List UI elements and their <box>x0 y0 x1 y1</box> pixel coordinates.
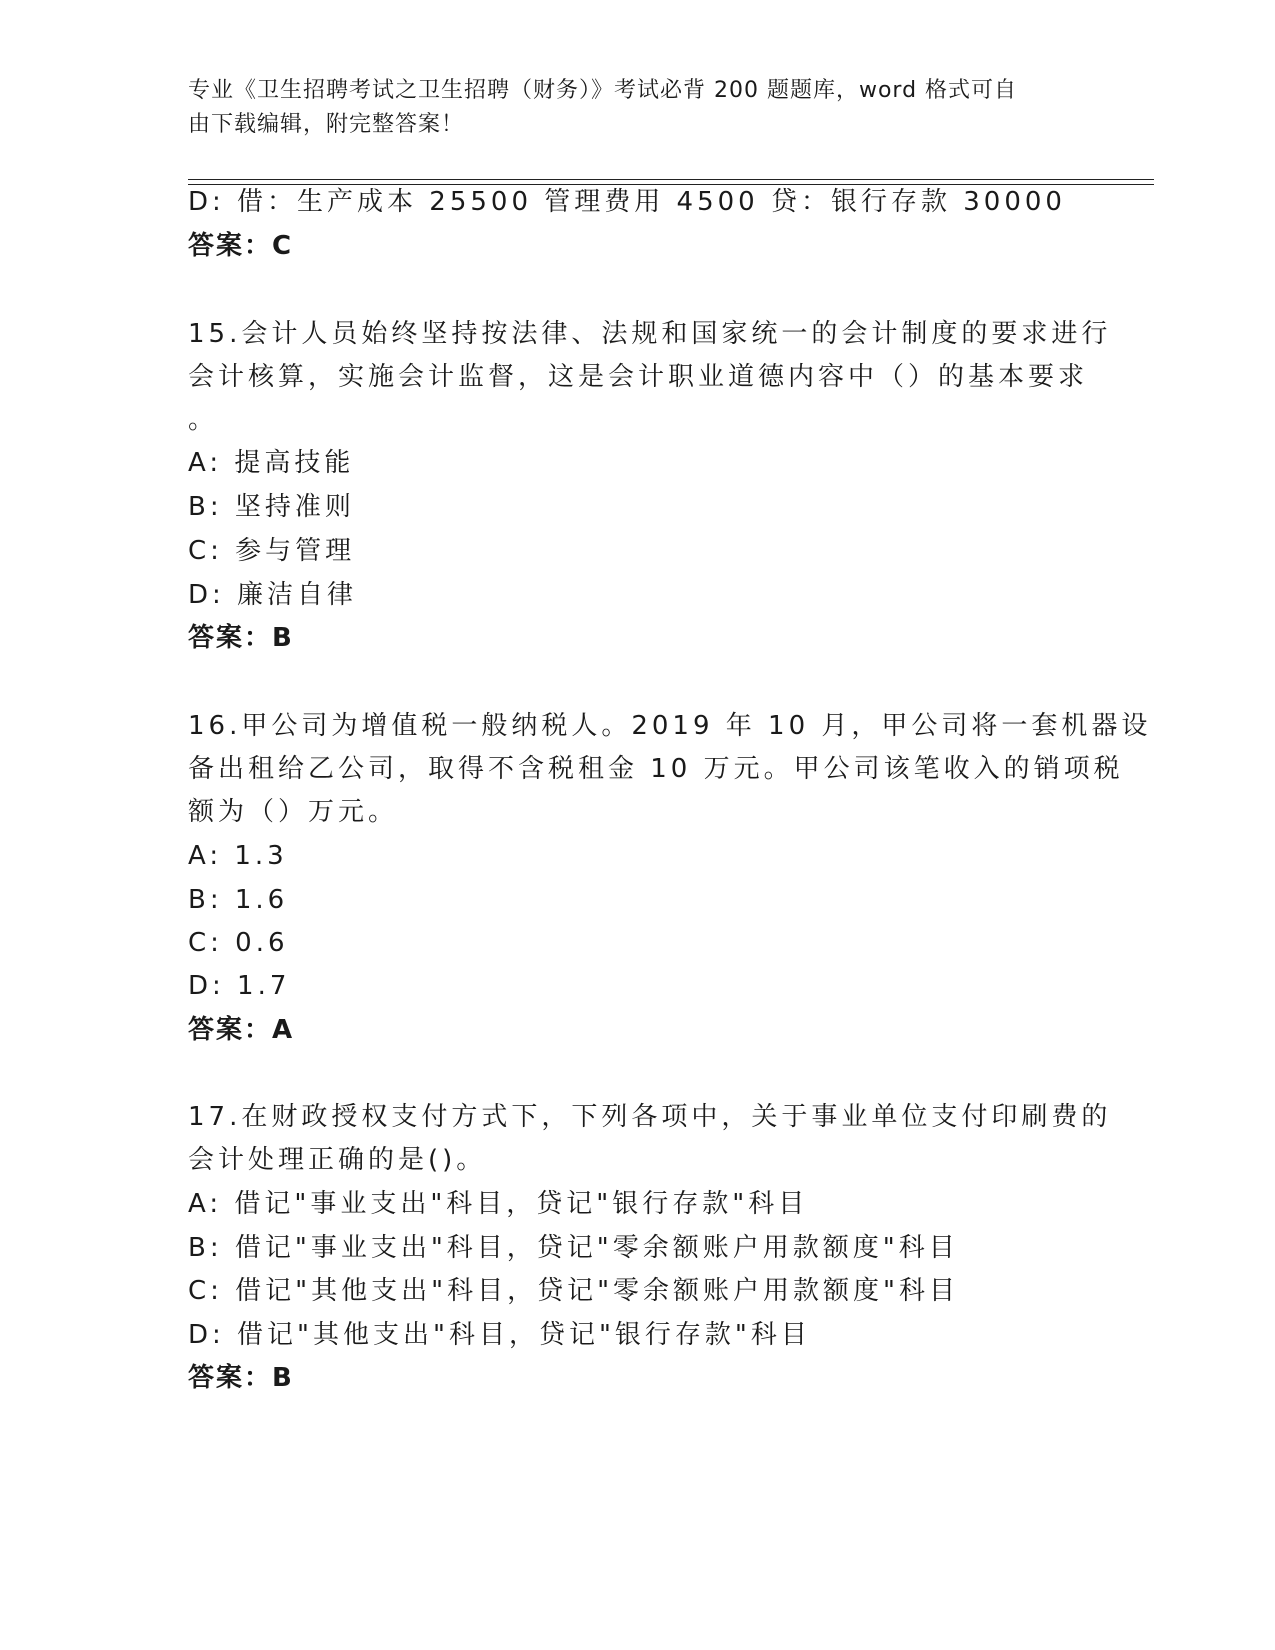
q17-option-b: B: 借记"事业支出"科目，贷记"零余额账户用款额度"科目 <box>188 1233 959 1263</box>
q17-option-a: A: 借记"事业支出"科目，贷记"银行存款"科目 <box>188 1189 809 1219</box>
q16-option-a: A: 1.3 <box>188 841 288 871</box>
q16-option-d: D: 1.7 <box>188 971 291 1001</box>
q15-answer: 答案：B <box>188 623 294 653</box>
q14-answer: 答案：C <box>188 231 294 261</box>
q15-stem-line-1: 15.会计人员始终坚持按法律、法规和国家统一的会计制度的要求进行 <box>188 319 1112 349</box>
q16-option-c: C: 0.6 <box>188 928 289 958</box>
q15-option-a: A: 提高技能 <box>188 448 355 478</box>
header-title-line-2: 由下载编辑，附完整答案！ <box>188 112 465 137</box>
header-divider-bottom <box>188 184 1154 185</box>
q16-answer: 答案：A <box>188 1015 295 1045</box>
header-divider-top <box>188 179 1154 180</box>
q16-stem-line-3: 额为（）万元。 <box>188 797 399 827</box>
q15-stem-line-2: 会计核算，实施会计监督，这是会计职业道德内容中（）的基本要求 <box>188 362 1089 392</box>
q17-option-d: D: 借记"其他支出"科目，贷记"银行存款"科目 <box>188 1320 811 1350</box>
q15-option-c: C: 参与管理 <box>188 536 356 566</box>
q17-stem-line-1: 17.在财政授权支付方式下，下列各项中，关于事业单位支付印刷费的 <box>188 1102 1112 1132</box>
q16-stem-line-1: 16.甲公司为增值税一般纳税人。2019 年 10 月，甲公司将一套机器设 <box>188 711 1152 741</box>
q17-answer: 答案：B <box>188 1363 294 1393</box>
q17-stem-line-2: 会计处理正确的是()。 <box>188 1145 487 1175</box>
q15-option-d: D: 廉洁自律 <box>188 580 358 610</box>
document-header <box>188 74 1088 142</box>
q14-option-d: D: 借：生产成本 25500 管理费用 4500 贷：银行存款 30000 <box>188 187 1066 217</box>
q15-stem-line-3: 。 <box>188 405 219 435</box>
q17-option-c: C: 借记"其他支出"科目，贷记"零余额账户用款额度"科目 <box>188 1276 960 1306</box>
header-title-line-1: 专业《卫生招聘考试之卫生招聘（财务）》考试必背 200 题题库，word 格式可自 <box>188 78 1018 103</box>
q16-option-b: B: 1.6 <box>188 885 289 915</box>
q16-stem-line-2: 备出租给乙公司，取得不含税租金 10 万元。甲公司该笔收入的销项税 <box>188 754 1124 784</box>
q15-option-b: B: 坚持准则 <box>188 492 355 522</box>
